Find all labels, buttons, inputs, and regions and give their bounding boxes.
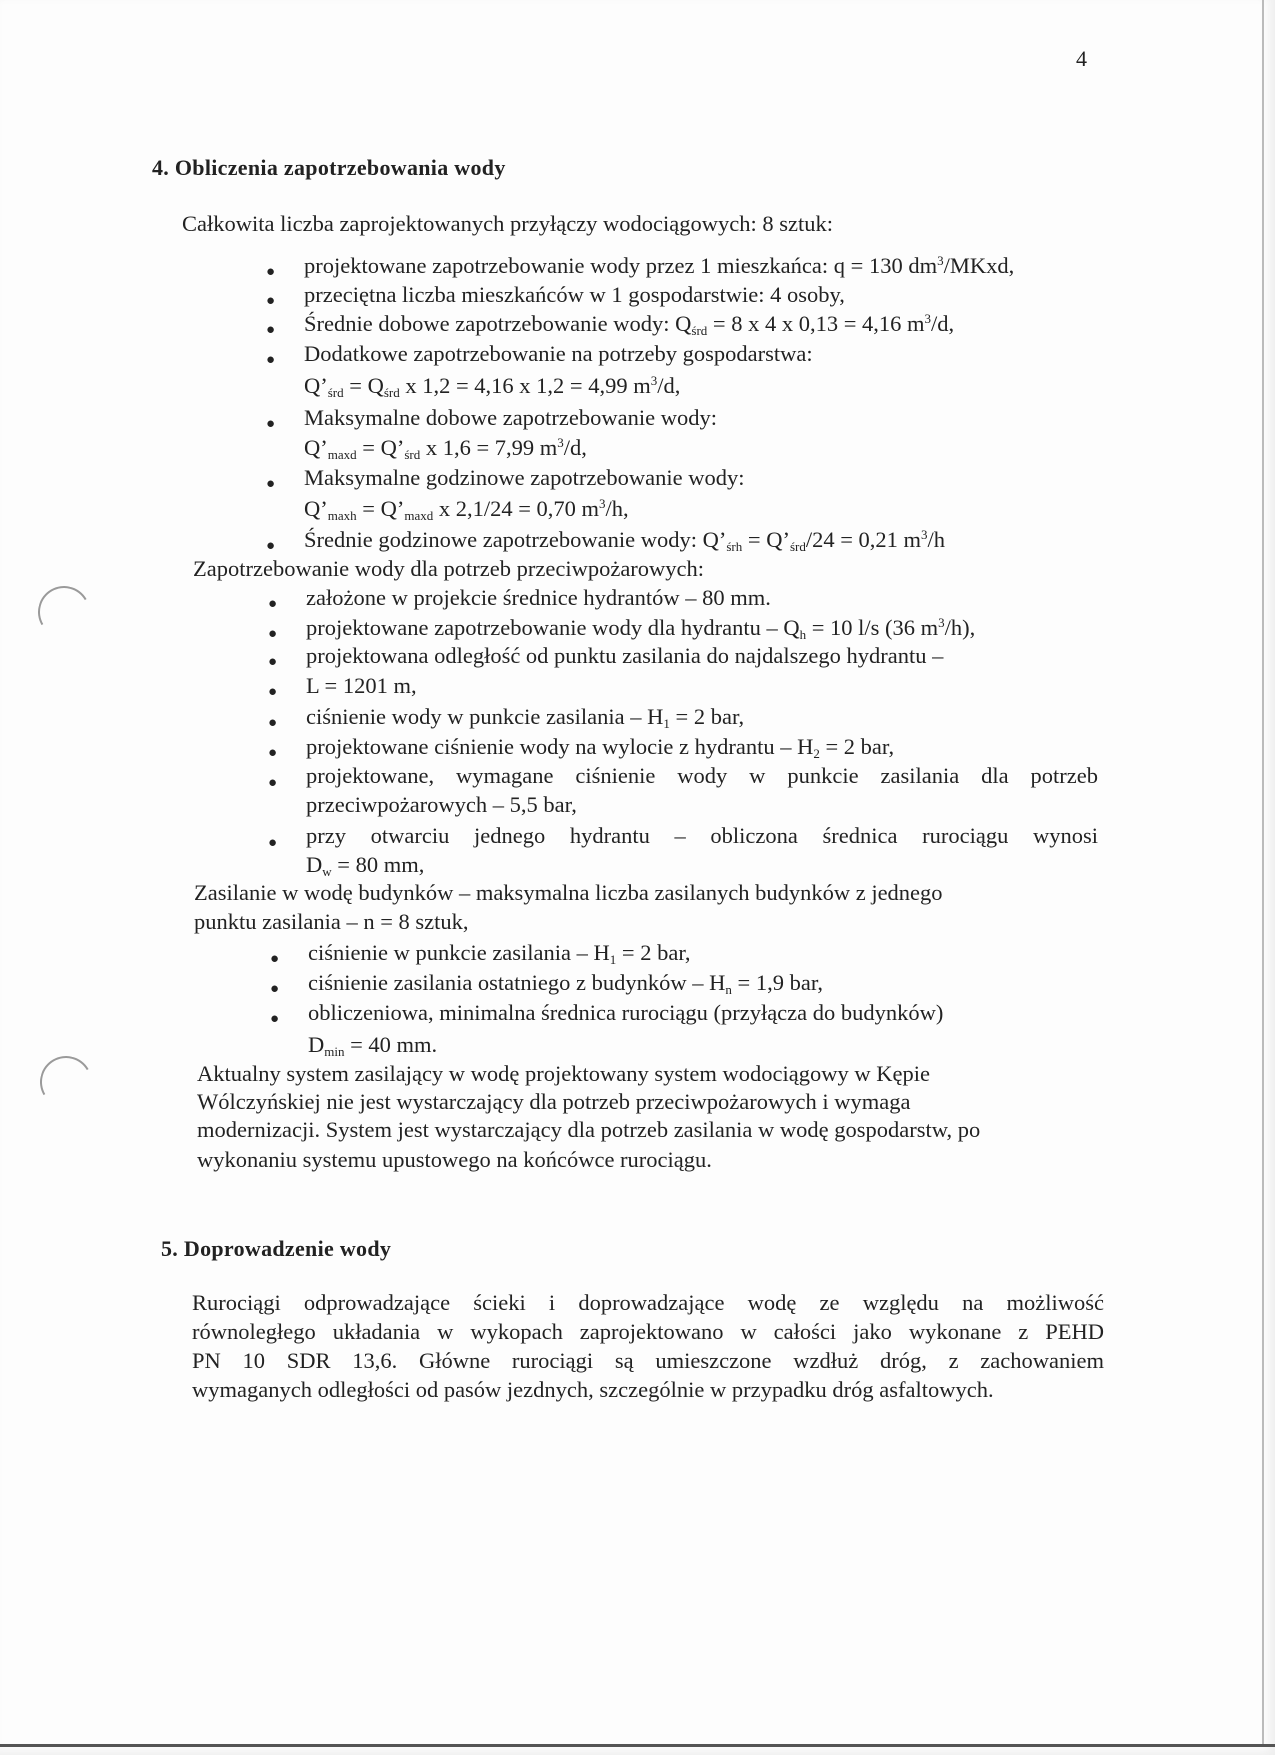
page-edge-right (1262, 0, 1264, 1744)
list-item: założone w projekcie średnice hydrantów – 80 mm. (306, 585, 771, 610)
conclusion-line: modernizacji. System jest wystarczający dla potrzeb zasilania w wodę gospodarstw, po (197, 1117, 981, 1142)
bullet-icon: ● (270, 951, 280, 967)
conclusion-line: Aktualny system zasilający w wodę projektowany system wodociągowy w Kępie (197, 1061, 930, 1086)
list-item: ciśnienie w punkcie zasilania – $H_1 = 2$ bar, (308, 940, 691, 967)
bullet-icon: ● (266, 264, 276, 280)
bullet-icon: ● (270, 981, 280, 997)
bullet-icon: ● (268, 715, 278, 731)
list-item: obliczeniowa, minimalna średnica rurociągu (przyłącza do budynków) (308, 1000, 944, 1025)
bullet-icon: ● (270, 1011, 280, 1027)
page-edge-bottom (0, 1744, 1275, 1747)
bullet-icon: ● (268, 684, 278, 700)
bullet-icon: ● (268, 626, 278, 642)
bullet-icon: ● (268, 775, 278, 791)
list-item: projektowane zapotrzebowanie wody dla hydrantu – $Q_h = 10$ l/s (36 $m^3/h$), (306, 615, 976, 642)
punch-hole-mark (34, 1050, 98, 1114)
list-item: ciśnienie zasilania ostatniego z budynków – $H_n = 1,9$ bar, (308, 970, 824, 997)
punch-hole-mark (32, 580, 96, 644)
bullet-icon: ● (268, 745, 278, 761)
list-item: L = 1201 m, (306, 673, 417, 698)
bullet-icon: ● (266, 538, 276, 554)
list-item: Dodatkowe zapotrzebowanie na potrzeby gospodarstwa: (304, 341, 813, 366)
fire-intro: Zapotrzebowanie wody dla potrzeb przeciwpożarowych: (193, 556, 705, 581)
list-item: Maksymalne dobowe zapotrzebowanie wody: (304, 405, 717, 430)
list-item-continuation: $Q’_{maxd}$ = $Q’_{śrd}$ x 1,6 = 7,99 $m^3/d$, (304, 435, 587, 462)
bullet-icon: ● (268, 835, 278, 851)
bullet-icon: ● (268, 596, 278, 612)
section-4-heading: 4. Obliczenia zapotrzebowania wody (152, 155, 506, 180)
bullet-icon: ● (266, 476, 276, 492)
list-item-continuation: $Q’_{maxh}$ = $Q’_{maxd}$ x 2,1/24 = 0,70 $m^3/h$, (304, 496, 629, 523)
section-4-intro: Całkowita liczba zaprojektowanych przyłączy wodociągowych: 8 sztuk: (182, 211, 834, 236)
list-item: projektowana odległość od punktu zasilania do najdalszego hydrantu – (306, 643, 944, 668)
bullet-icon: ● (268, 654, 278, 670)
list-item: projektowane ciśnienie wody na wylocie z hydrantu – $H_2 = 2$ bar, (306, 734, 895, 761)
list-item: projektowane zapotrzebowanie wody przez 1 mieszkańca: q = 130 $dm^3$/MKxd, (304, 253, 1015, 278)
list-item: Średnie godzinowe zapotrzebowanie wody: $Q’_{śrh}$ = $Q’_{śrd}/24 = 0,21$ $m^3/h$ (304, 527, 946, 554)
conclusion-line: Wólczyńskiej nie jest wystarczający dla potrzeb przeciwpożarowych i wymaga (197, 1089, 911, 1114)
conclusion-line: wykonaniu systemu upustowego na końcówce rurociągu. (197, 1147, 712, 1172)
bullet-icon: ● (266, 352, 276, 368)
list-item: ciśnienie wody w punkcie zasilania – $H_1 = 2$ bar, (306, 704, 745, 731)
list-item: przeciętna liczba mieszkańców w 1 gospodarstwie: 4 osoby, (304, 282, 845, 307)
list-item: projektowane, wymagane ciśnienie wody w punkcie zasilania dla potrzeb przeciwpożarowych – 5,5 bar, (306, 763, 1098, 817)
list-item: Maksymalne godzinowe zapotrzebowanie wody: (304, 465, 745, 490)
list-item-continuation: $Q’_{śrd} = Q_{śrd}$ x 1,2 = 4,16 x 1,2 = 4,99 $m^3/d$, (304, 373, 681, 400)
page-number: 4 (1076, 46, 1087, 71)
section-5-paragraph: Rurociągi odprowadzające ścieki i doprowadzające wodę ze względu na możliwość równoległego układania w wykopach zaprojektowano w całości jako wykonane z PEHD PN 10 SDR 13,6. Główne rurociągi są umieszczone wzdłuż dróg, z zachowaniem wymaganych odległości od pasów jezdnych, szczególnie w przypadku dróg asfaltowych. (192, 1290, 1104, 1402)
list-item: przy otwarciu jednego hydrantu – obliczona średnica rurociągu wynosi $D_w = 80$ mm, (306, 823, 1098, 879)
section-5-heading: 5. Doprowadzenie wody (161, 1236, 392, 1261)
supply-text: Zasilanie w wodę budynków – maksymalna liczba zasilanych budynków z jednego (194, 880, 943, 905)
list-item: Średnie dobowe zapotrzebowanie wody: $Q_{śrd} = 8$ x 4 x 0,13 = 4,16 $m^3/d$, (304, 311, 955, 338)
bullet-icon: ● (266, 293, 276, 309)
bullet-icon: ● (266, 416, 276, 432)
supply-text: punktu zasilania – n = 8 sztuk, (194, 909, 469, 934)
list-item-continuation: $D_{min} = 40$ mm. (308, 1032, 438, 1059)
bullet-icon: ● (266, 322, 276, 338)
